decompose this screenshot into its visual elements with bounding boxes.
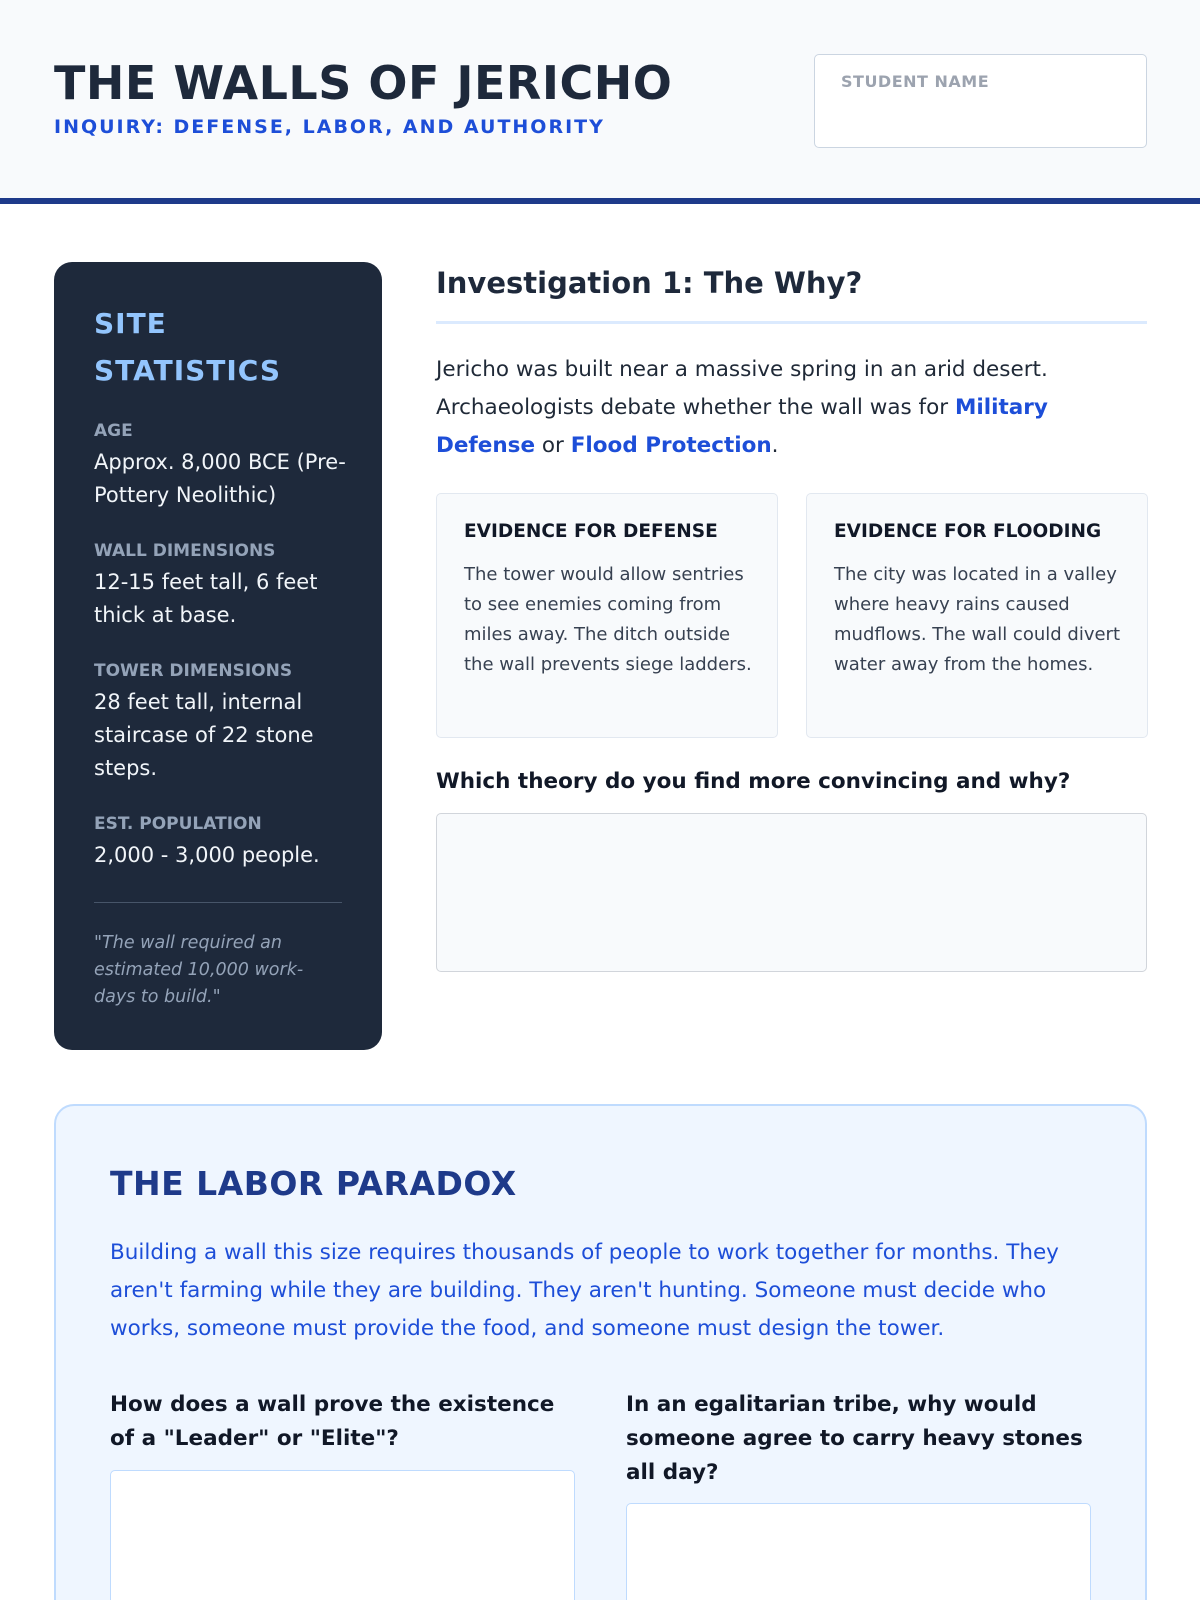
site-statistics-title: SITE STATISTICS: [94, 307, 282, 387]
evidence-title: EVIDENCE FOR DEFENSE: [464, 521, 718, 542]
intro-text: .: [771, 433, 779, 458]
investigation-title: Investigation 1: The Why?: [436, 266, 863, 300]
labor-title: THE LABOR PARADOX: [110, 1164, 517, 1203]
evidence-body: The city was located in a valley where heavy rains caused mudflows. The wall could divert water away from the homes.: [834, 564, 1121, 675]
intro-text: or: [535, 433, 571, 458]
labor-paradox-section: [54, 1104, 1147, 1600]
stat-value: Approx. 8,000 BCE (Pre-Pottery Neolithic): [94, 450, 346, 507]
sidebar-quote: "The wall required an estimated 10,000 work-days to build.": [94, 933, 304, 1007]
stat-tower-dimensions: [94, 660, 354, 785]
sidebar-divider: [94, 902, 342, 903]
labor-question-leader: How does a wall prove the existence of a "Leader" or "Elite"?: [110, 1392, 555, 1451]
stat-label: TOWER DIMENSIONS: [94, 661, 293, 681]
student-name-field[interactable]: [814, 54, 1147, 148]
page-title: THE WALLS OF JERICHO: [54, 56, 673, 110]
evidence-defense-card: [436, 493, 778, 738]
investigation-intro: [436, 351, 1147, 465]
labor-text: Building a wall this size requires thousands of people to work together for months. They aren't farming while they are building. They aren't hunting. Someone must decide who works, someone must provide the food, and someone must design the tower.: [110, 1240, 1059, 1341]
highlight-flood-protection: Flood Protection: [570, 433, 772, 458]
stat-label: AGE: [94, 421, 133, 441]
stat-label: EST. POPULATION: [94, 814, 262, 834]
site-statistics-panel: [54, 262, 382, 1050]
evidence-title: EVIDENCE FOR FLOODING: [834, 521, 1102, 542]
labor-answer-box-egalitarian[interactable]: [626, 1503, 1091, 1600]
stat-population: [94, 813, 354, 872]
labor-answer-box-leader[interactable]: [110, 1470, 575, 1600]
evidence-flooding-card: [806, 493, 1148, 738]
stat-label: WALL DIMENSIONS: [94, 541, 276, 561]
theory-question: Which theory do you find more convincing and why?: [436, 769, 1071, 794]
stat-value: 28 feet tall, internal staircase of 22 stone steps.: [94, 690, 314, 780]
highlight-military-defense: Military Defense: [436, 395, 1048, 458]
page-subtitle: INQUIRY: DEFENSE, LABOR, AND AUTHORITY: [54, 116, 605, 138]
intro-text: Jericho was built near a massive spring in an arid desert. Archaeologists debate whether the wall was for: [436, 357, 1048, 420]
investigation-divider: [436, 321, 1147, 324]
stat-value: 2,000 - 3,000 people.: [94, 843, 320, 867]
worksheet-header: [0, 0, 1200, 204]
stat-wall-dimensions: [94, 540, 354, 632]
theory-answer-box[interactable]: [436, 813, 1147, 972]
stat-age: [94, 420, 354, 512]
stat-value: 12-15 feet tall, 6 feet thick at base.: [94, 570, 318, 627]
evidence-body: The tower would allow sentries to see enemies coming from miles away. The ditch outside the wall prevents siege ladders.: [464, 564, 752, 675]
labor-question-egalitarian: In an egalitarian tribe, why would someone agree to carry heavy stones all day?: [626, 1392, 1083, 1485]
student-name-label: STUDENT NAME: [841, 72, 990, 91]
